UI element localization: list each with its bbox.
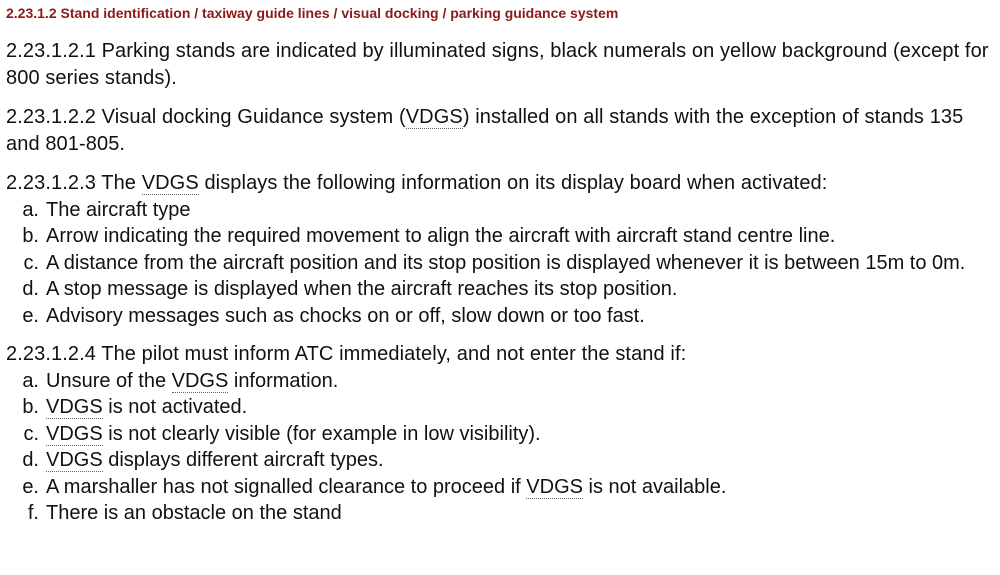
paragraph-2-23-1-2-1: 2.23.1.2.1 Parking stands are indicated by illuminated signs, black numerals on yellow background (except for 800 series stands). <box>6 40 989 89</box>
list-item-text: Arrow indicating the required movement to align the aircraft with aircraft stand centre line. <box>46 225 836 247</box>
list-item-text <box>46 394 1000 421</box>
list-marker: d. <box>22 449 39 471</box>
item-text-after: information. <box>228 369 339 392</box>
paragraph-2-23-1-2-4: 2.23.1.2.4 The pilot must inform ATC immediately, and not enter the stand if: <box>6 343 687 365</box>
list-marker: a. <box>22 369 39 392</box>
list-item-text <box>46 474 1000 501</box>
list-marker: d. <box>22 278 39 300</box>
vdgs-abbreviation[interactable]: VDGS <box>46 396 103 418</box>
list-item-text: Advisory messages such as chocks on or off, slow down or too fast. <box>46 304 645 327</box>
list-item <box>6 421 1000 448</box>
item-text-before: A marshaller has not signalled clearance to proceed if <box>46 475 527 498</box>
list-item <box>6 500 1000 527</box>
list-item <box>6 394 1000 421</box>
list-item-text <box>46 368 1000 395</box>
list-item <box>6 250 1000 277</box>
section-heading: 2.23.1.2 Stand identification / taxiway guide lines / visual docking / parking guidance system <box>6 5 619 21</box>
list-item-text: A stop message is displayed when the aircraft reaches its stop position. <box>46 278 678 300</box>
list-item-text: The aircraft type <box>46 198 191 221</box>
list-item <box>6 368 1000 395</box>
list-item-text <box>46 421 1000 448</box>
paragraph-text: 2.23.1.2.2 Visual docking Guidance system ( <box>6 106 406 128</box>
list-marker: a. <box>22 198 39 221</box>
item-text-after: is not available. <box>582 475 727 498</box>
list-item-text: A distance from the aircraft position and its stop position is displayed whenever it is between 15m to 0m. <box>46 251 966 274</box>
vdgs-abbreviation[interactable]: VDGS <box>141 172 199 194</box>
paragraph-text: displays the following information on its display board when activated: <box>198 172 828 194</box>
list-item <box>6 303 1000 330</box>
list-marker: e. <box>22 475 39 498</box>
list-item <box>6 197 1000 224</box>
list-item <box>6 474 1000 501</box>
list-marker: f. <box>27 502 39 524</box>
list-marker: b. <box>22 396 39 418</box>
vdgs-abbreviation[interactable]: VDGS <box>526 475 583 498</box>
list-marker: c. <box>23 251 39 274</box>
item-text-after: is not clearly visible (for example in low visibility). <box>102 422 541 445</box>
list-marker: e. <box>22 304 39 327</box>
item-text-after: is not activated. <box>102 396 248 418</box>
list-marker: b. <box>22 225 39 247</box>
paragraph-text: ) installed on all stands with the exception of stands 135 and 801-805. <box>6 106 964 155</box>
item-text-before: Unsure of the <box>46 369 172 392</box>
vdgs-abbreviation[interactable]: VDGS <box>171 369 229 392</box>
vdgs-abbreviation[interactable]: VDGS <box>46 422 103 445</box>
list-item-text: There is an obstacle on the stand <box>46 502 342 524</box>
paragraph-2-23-1-2-3 <box>6 170 1000 197</box>
list-item <box>6 276 1000 303</box>
list-item-text <box>46 447 1000 474</box>
paragraph-text: 2.23.1.2.3 The <box>6 172 142 194</box>
list-item <box>6 223 1000 250</box>
pilot-conditions-list <box>6 368 1000 527</box>
paragraph-2-23-1-2-2 <box>6 104 1000 157</box>
list-marker: c. <box>23 422 39 445</box>
vdgs-abbreviation[interactable]: VDGS <box>405 106 463 128</box>
vdgs-display-list <box>6 197 1000 330</box>
list-item <box>6 447 1000 474</box>
item-text-after: displays different aircraft types. <box>102 449 384 471</box>
vdgs-abbreviation[interactable]: VDGS <box>46 449 103 471</box>
